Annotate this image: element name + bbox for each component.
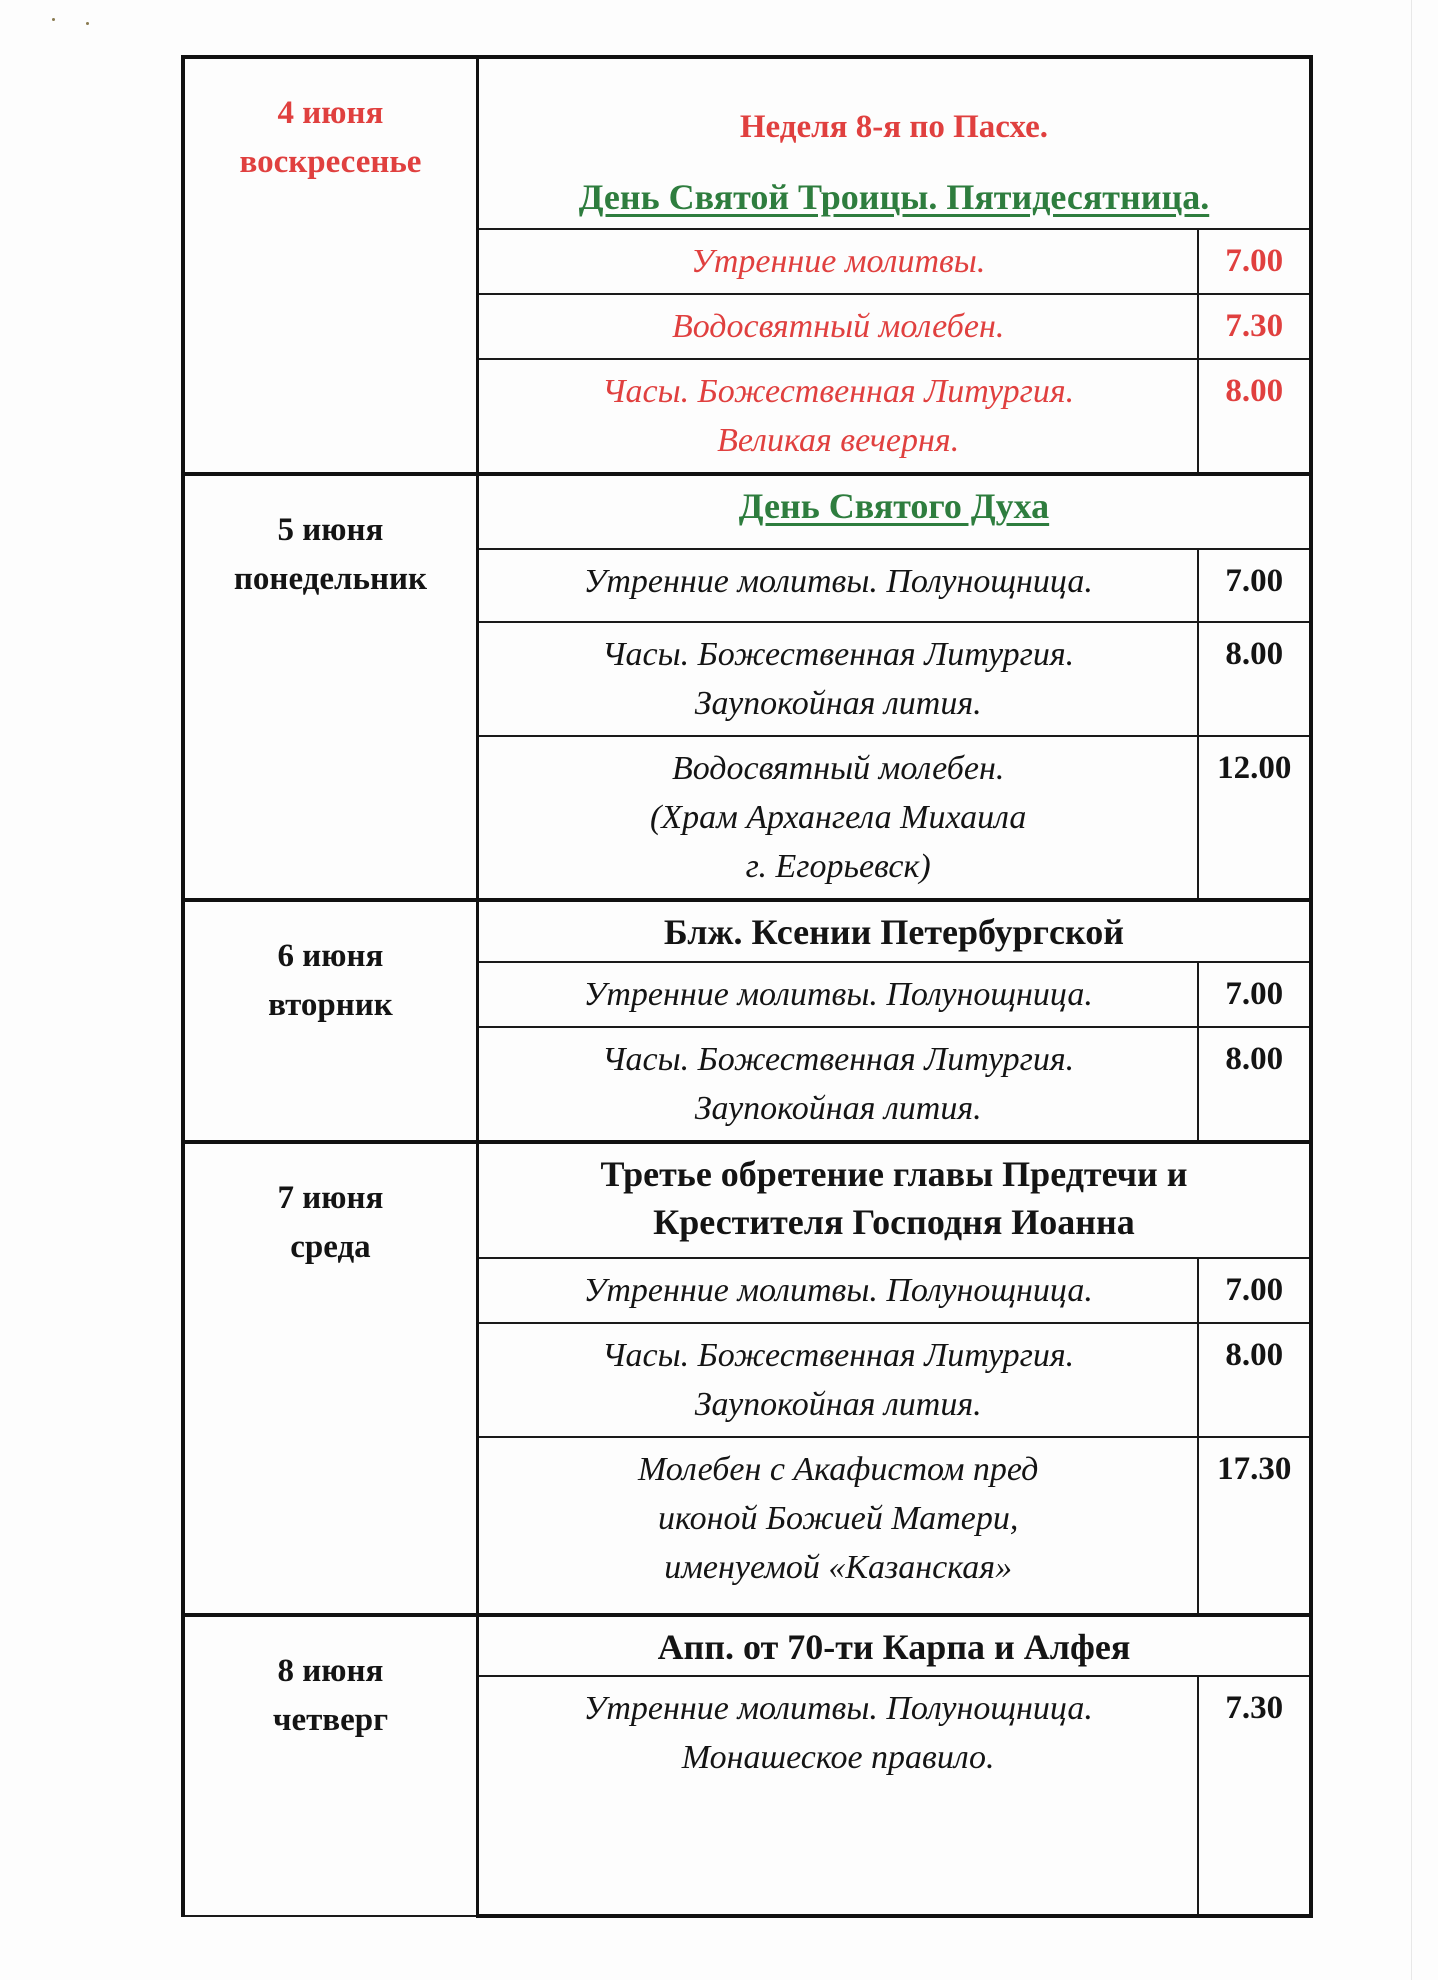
day-date: 8 июня bbox=[277, 1653, 384, 1689]
day-weekday: понедельник bbox=[233, 561, 428, 597]
day-date: 7 июня bbox=[277, 1180, 384, 1216]
day-weekday: воскресенье bbox=[239, 144, 422, 180]
service-line: Водосвятный молебен. bbox=[671, 308, 1005, 345]
service-time: 7.00 bbox=[1198, 549, 1311, 622]
day-2-cell bbox=[183, 474, 477, 900]
service-cell bbox=[477, 1676, 1198, 1916]
service-cell bbox=[477, 1258, 1198, 1323]
service-cell bbox=[477, 1027, 1198, 1142]
service-line: Заупокойная лития. bbox=[694, 685, 982, 722]
service-line: (Храм Архангела Михаила bbox=[649, 799, 1027, 836]
service-line: Часы. Божественная Литургия. bbox=[602, 636, 1075, 673]
service-line: именуемой «Казанская» bbox=[664, 1549, 1013, 1586]
feast-title: День Святого Духа bbox=[738, 486, 1050, 526]
service-line: иконой Божией Матери, bbox=[657, 1500, 1019, 1537]
service-time: 8.00 bbox=[1198, 622, 1311, 736]
feast-title: День Святой Троицы. Пятидесятница. bbox=[578, 177, 1210, 217]
service-time: 17.30 bbox=[1198, 1437, 1311, 1615]
day-2-header-row bbox=[183, 474, 1311, 549]
day-3-header-row bbox=[183, 900, 1311, 962]
service-cell bbox=[477, 1437, 1198, 1615]
service-cell bbox=[477, 359, 1198, 474]
day-date: 6 июня bbox=[277, 938, 384, 974]
day-5-header-row bbox=[183, 1615, 1311, 1676]
feast-title: Апп. от 70-ти Карпа и Алфея bbox=[657, 1627, 1131, 1667]
service-line: г. Егорьевск) bbox=[745, 848, 931, 885]
day-1-feast-cell bbox=[477, 57, 1311, 229]
service-time: 7.00 bbox=[1198, 229, 1311, 294]
service-time: 8.00 bbox=[1198, 1323, 1311, 1437]
service-line: Утренние молитвы. Полунощница. bbox=[583, 1272, 1093, 1309]
day-4-feast-cell bbox=[477, 1142, 1311, 1258]
feast-line: Третье обретение главы Предтечи и bbox=[600, 1154, 1188, 1194]
service-line: Заупокойная лития. bbox=[694, 1090, 982, 1127]
day-5-cell bbox=[183, 1615, 477, 1916]
feast-line: Крестителя Господня Иоанна bbox=[653, 1202, 1135, 1242]
service-line: Утренние молитвы. Полунощница. bbox=[583, 1690, 1093, 1727]
day-4-header-row bbox=[183, 1142, 1311, 1258]
service-time: 7.30 bbox=[1198, 294, 1311, 359]
service-cell bbox=[477, 294, 1198, 359]
service-line: Утренние молитвы. Полунощница. bbox=[583, 976, 1093, 1013]
service-line: Молебен с Акафистом пред bbox=[637, 1451, 1039, 1488]
service-time: 7.30 bbox=[1198, 1676, 1311, 1916]
schedule-table bbox=[181, 55, 1313, 1918]
service-line: Часы. Божественная Литургия. bbox=[602, 373, 1075, 410]
day-3-feast-cell bbox=[477, 900, 1311, 962]
service-line: Монашеское правило. bbox=[681, 1739, 995, 1776]
service-line: Великая вечерня. bbox=[717, 422, 960, 459]
service-cell bbox=[477, 549, 1198, 622]
service-cell bbox=[477, 229, 1198, 294]
service-time: 12.00 bbox=[1198, 736, 1311, 900]
day-4-cell bbox=[183, 1142, 477, 1615]
day-weekday: четверг bbox=[272, 1702, 389, 1738]
service-cell bbox=[477, 1323, 1198, 1437]
service-time: 7.00 bbox=[1198, 962, 1311, 1027]
service-time: 8.00 bbox=[1198, 1027, 1311, 1142]
service-line: Утренние молитвы. Полунощница. bbox=[583, 563, 1093, 600]
day-2-feast-cell bbox=[477, 474, 1311, 549]
day-date: 5 июня bbox=[277, 512, 384, 548]
feast-title: Блж. Ксении Петербургской bbox=[663, 912, 1125, 952]
day-5-feast-cell bbox=[477, 1615, 1311, 1676]
service-line: Водосвятный молебен. bbox=[671, 750, 1005, 787]
day-weekday: среда bbox=[290, 1229, 371, 1265]
day-date: 4 июня bbox=[277, 95, 384, 131]
service-line: Часы. Божественная Литургия. bbox=[602, 1041, 1075, 1078]
day-1-header-row bbox=[183, 57, 1311, 229]
paper-speck bbox=[52, 18, 55, 21]
service-cell bbox=[477, 622, 1198, 736]
paper-speck bbox=[86, 22, 89, 25]
week-title: Неделя 8-я по Пасхе. bbox=[739, 109, 1049, 145]
service-cell bbox=[477, 962, 1198, 1027]
day-weekday: вторник bbox=[268, 987, 393, 1023]
service-time: 8.00 bbox=[1198, 359, 1311, 474]
service-time: 7.00 bbox=[1198, 1258, 1311, 1323]
service-line: Утренние молитвы. bbox=[690, 243, 986, 280]
page-edge bbox=[1411, 0, 1412, 1980]
day-1-cell bbox=[183, 57, 477, 474]
service-cell bbox=[477, 736, 1198, 900]
day-3-cell bbox=[183, 900, 477, 1142]
service-line: Заупокойная лития. bbox=[694, 1386, 982, 1423]
service-line: Часы. Божественная Литургия. bbox=[602, 1337, 1075, 1374]
